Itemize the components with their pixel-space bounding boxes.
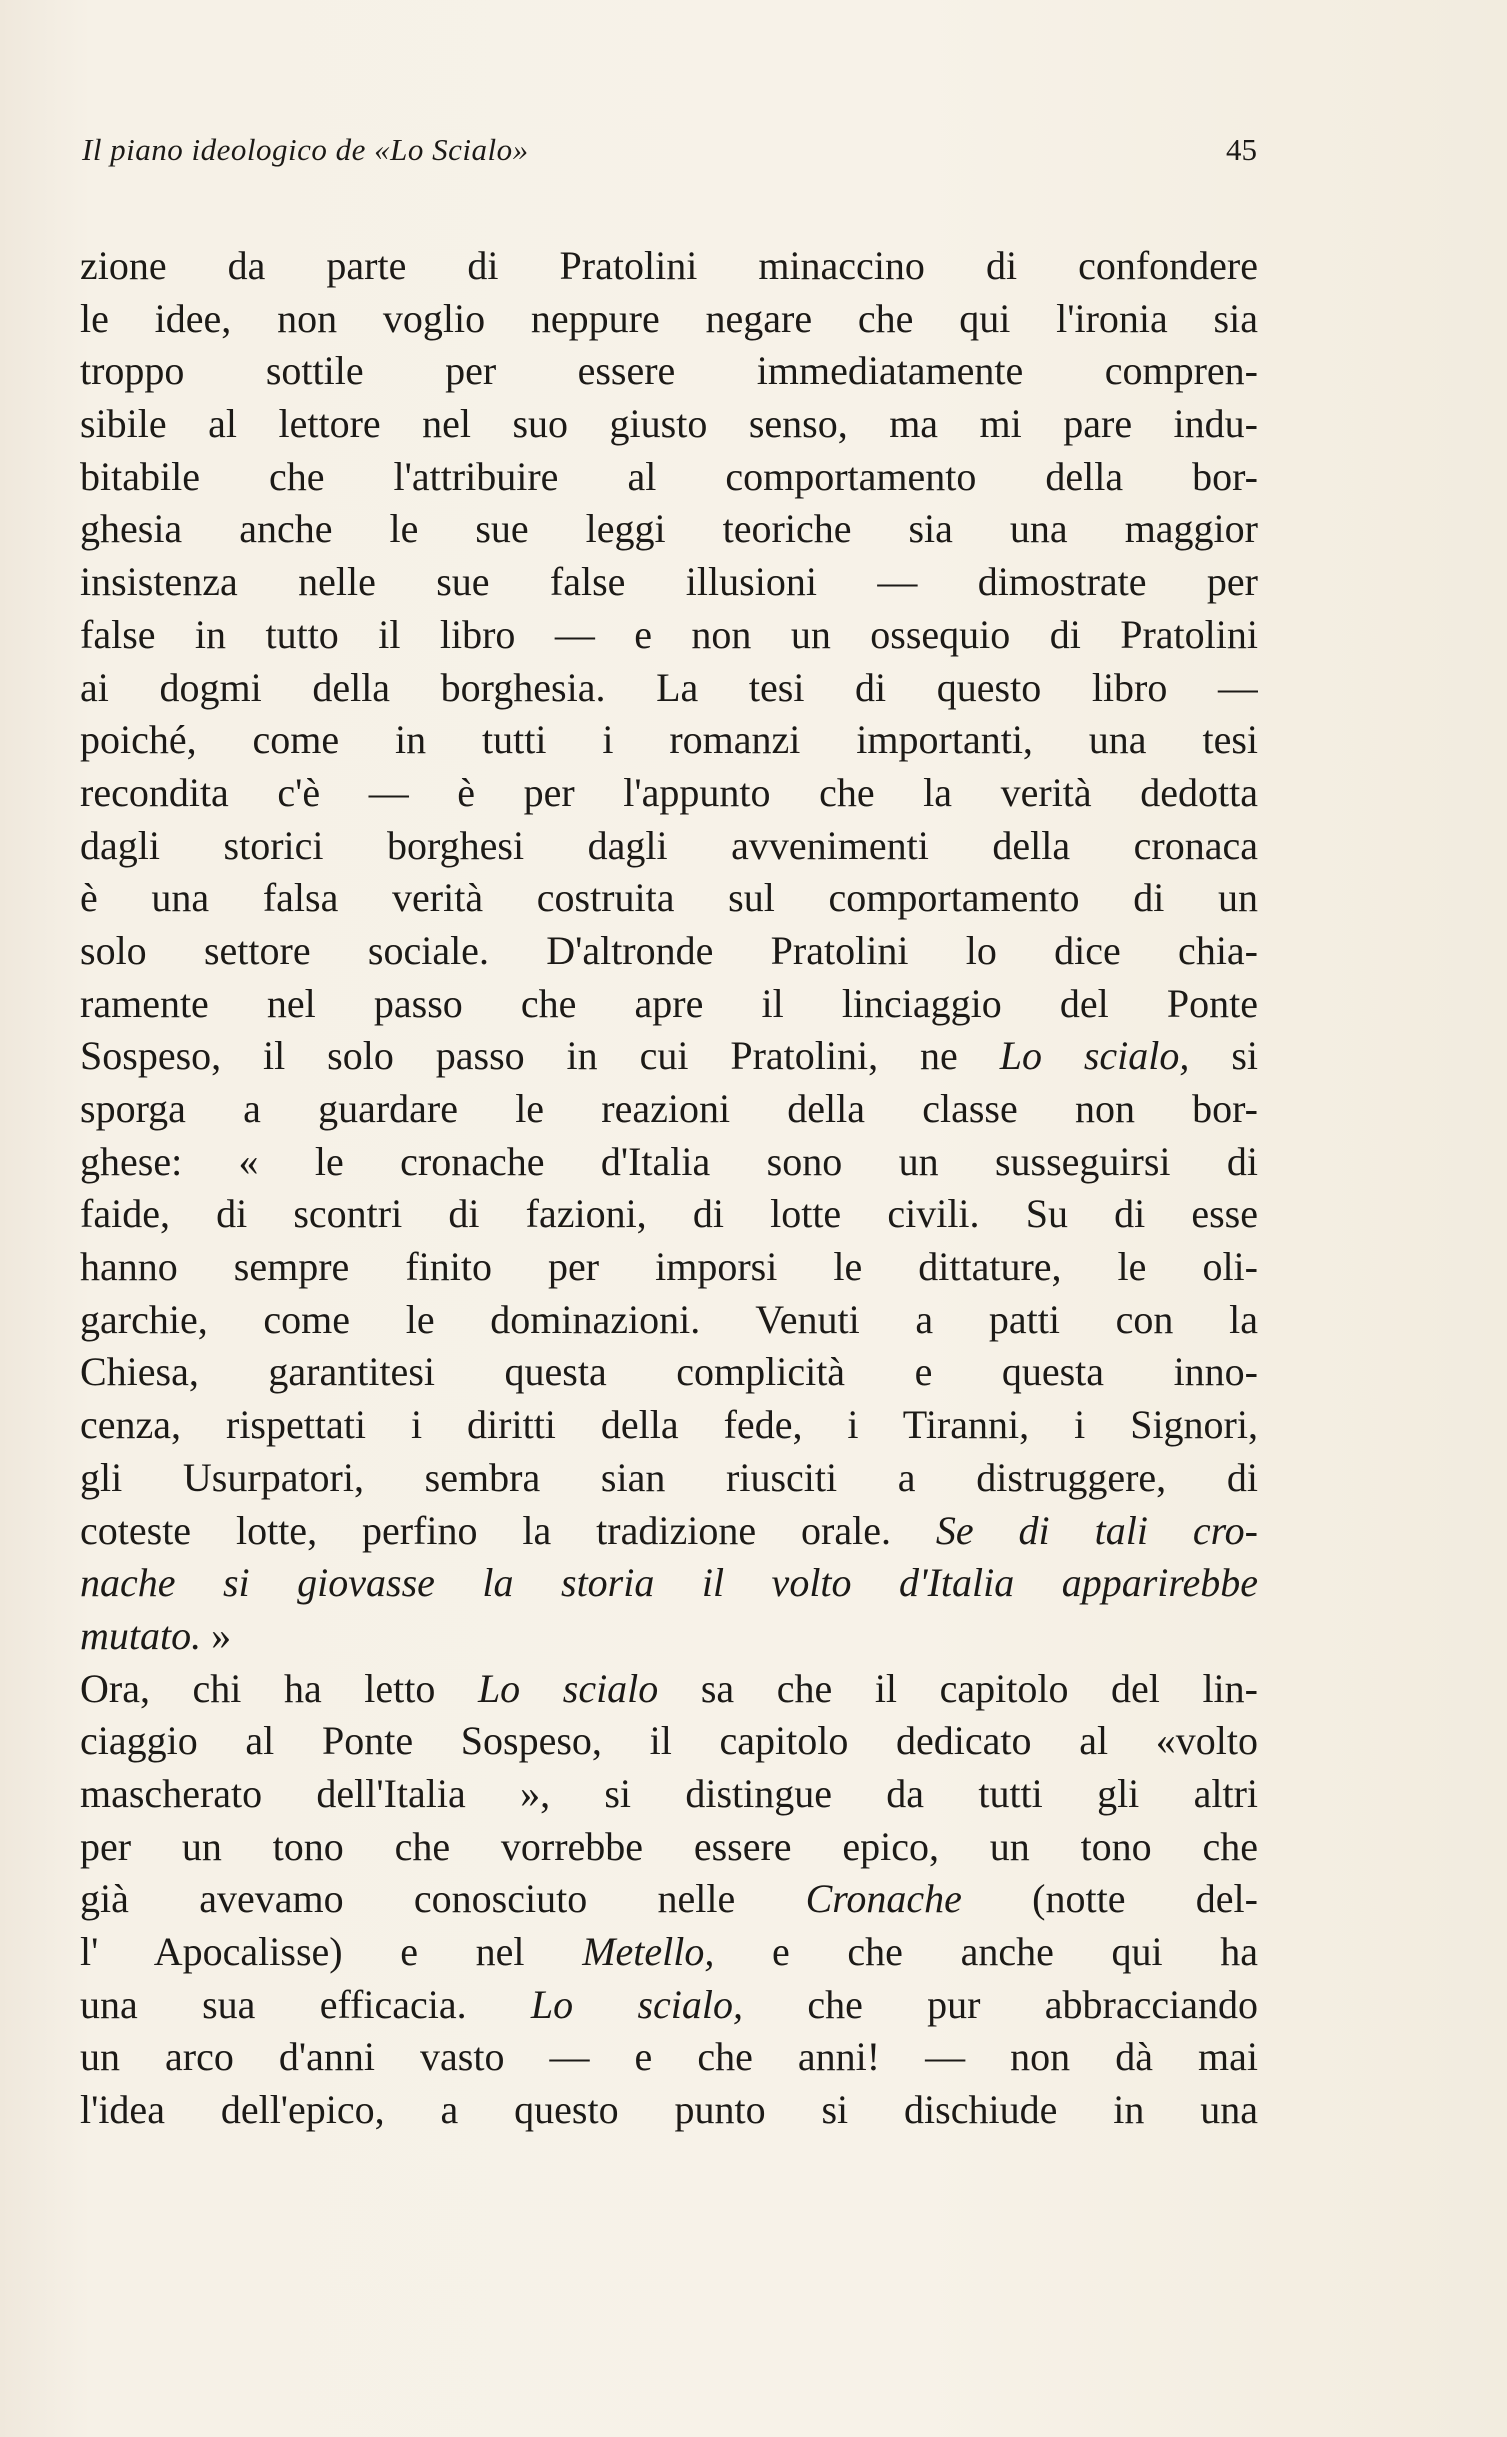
italic-segment: Se di tali cro- xyxy=(935,1507,1258,1553)
text-segment: si xyxy=(1189,1033,1258,1079)
running-head: Il piano ideologico de «Lo Scialo» xyxy=(82,132,529,167)
italic-segment: Metello, xyxy=(582,1929,715,1974)
text-line: sporga a guardare le reazioni della classe non bor- xyxy=(80,1086,1258,1131)
page-header xyxy=(82,132,1257,182)
page-number: 45 xyxy=(1226,132,1257,167)
italic-segment: nache si giovasse la storia il volto d'Italia apparirebbe xyxy=(80,1560,1258,1606)
text-line: Chiesa, garantitesi questa complicità e questa inno- xyxy=(80,1349,1258,1395)
text-segment: (notte del- xyxy=(961,1876,1258,1922)
text-line: insistenza nelle sue false illusioni — dimostrate per xyxy=(80,559,1258,605)
text-segment: Ora, chi ha letto xyxy=(80,1665,478,1711)
text-segment: l' Apocalisse) e nel xyxy=(80,1929,583,1974)
text-line: l'idea dell'epico, a questo punto si dischiude in una xyxy=(80,2087,1258,2133)
text-line: gli Usurpatori, sembra sian riusciti a distruggere, di xyxy=(80,1454,1258,1500)
text-segment: coteste lotte, perfino la tradizione orale. xyxy=(80,1507,936,1553)
text-line xyxy=(80,1926,1258,1979)
text-line: poiché, come in tutti i romanzi importanti, una tesi xyxy=(80,717,1258,763)
text-line: è una falsa verità costruita sul comportamento di un xyxy=(80,875,1258,921)
text-line: faide, di scontri di fazioni, di lotte civili. Su di esse xyxy=(80,1191,1258,1237)
text-line xyxy=(80,1610,1258,1663)
text-line: false in tutto il libro — e non un ossequio di Pratolini xyxy=(80,611,1258,657)
text-segment: già avevamo conosciuto nelle xyxy=(80,1876,806,1922)
text-line xyxy=(80,1505,1258,1558)
text-line: garchie, come le dominazioni. Venuti a patti con la xyxy=(80,1296,1258,1342)
text-line: dagli storici borghesi dagli avvenimenti della cronaca xyxy=(80,822,1258,868)
text-line: bitabile che l'attribuire al comportamento della bor- xyxy=(80,453,1258,499)
text-line: cenza, rispettati i diritti della fede, i Tiranni, i Signori, xyxy=(80,1402,1258,1448)
body-text xyxy=(80,240,1258,2137)
text-line: mascherato dell'Italia », si distingue da tutti gli altri xyxy=(80,1770,1258,1816)
text-line: ai dogmi della borghesia. La tesi di questo libro — xyxy=(80,664,1258,710)
text-segment: sa che il capitolo del lin- xyxy=(658,1665,1258,1711)
italic-segment: Lo scialo, xyxy=(530,1981,744,2027)
text-segment: Sospeso, il solo passo in cui Pratolini, ne xyxy=(80,1033,1000,1079)
text-line: troppo sottile per essere immediatamente compren- xyxy=(80,348,1258,394)
text-line xyxy=(80,1663,1258,1716)
text-line: hanno sempre finito per imporsi le dittature, le oli- xyxy=(80,1244,1258,1290)
text-segment: che pur abbracciando xyxy=(743,1981,1258,2027)
text-line: ramente nel passo che apre il linciaggio del Ponte xyxy=(80,980,1258,1026)
text-line: zione da parte di Pratolini minaccino di confondere xyxy=(80,243,1258,288)
italic-segment: Lo scialo xyxy=(477,1665,659,1711)
text-line: recondita c'è — è per l'appunto che la verità dedotta xyxy=(80,769,1258,815)
text-line: ghesia anche le sue leggi teoriche sia una maggior xyxy=(80,506,1258,552)
text-segment: una sua efficacia. xyxy=(80,1981,531,2027)
text-line xyxy=(80,1873,1258,1926)
text-line xyxy=(80,1557,1258,1610)
text-segment: » xyxy=(201,1612,232,1658)
text-line: ciaggio al Ponte Sospeso, il capitolo dedicato al «volto xyxy=(80,1718,1258,1764)
italic-segment: Cronache xyxy=(805,1876,962,1922)
text-line: per un tono che vorrebbe essere epico, un tono che xyxy=(80,1823,1258,1869)
text-line: le idee, non voglio neppure negare che qui l'ironia sia xyxy=(80,295,1258,341)
italic-segment: mutato. xyxy=(80,1612,202,1658)
text-line xyxy=(80,1979,1258,2032)
text-line: solo settore sociale. D'altronde Pratolini lo dice chia- xyxy=(80,927,1258,973)
text-line xyxy=(80,1030,1258,1083)
text-segment: e che anche qui ha xyxy=(714,1929,1258,1974)
italic-segment: Lo scialo, xyxy=(999,1033,1190,1079)
text-line: un arco d'anni vasto — e che anni! — non dà mai xyxy=(80,2034,1258,2080)
text-line: ghese: « le cronache d'Italia sono un susseguirsi di xyxy=(80,1138,1258,1184)
text-line: sibile al lettore nel suo giusto senso, ma mi pare indu- xyxy=(80,401,1258,447)
